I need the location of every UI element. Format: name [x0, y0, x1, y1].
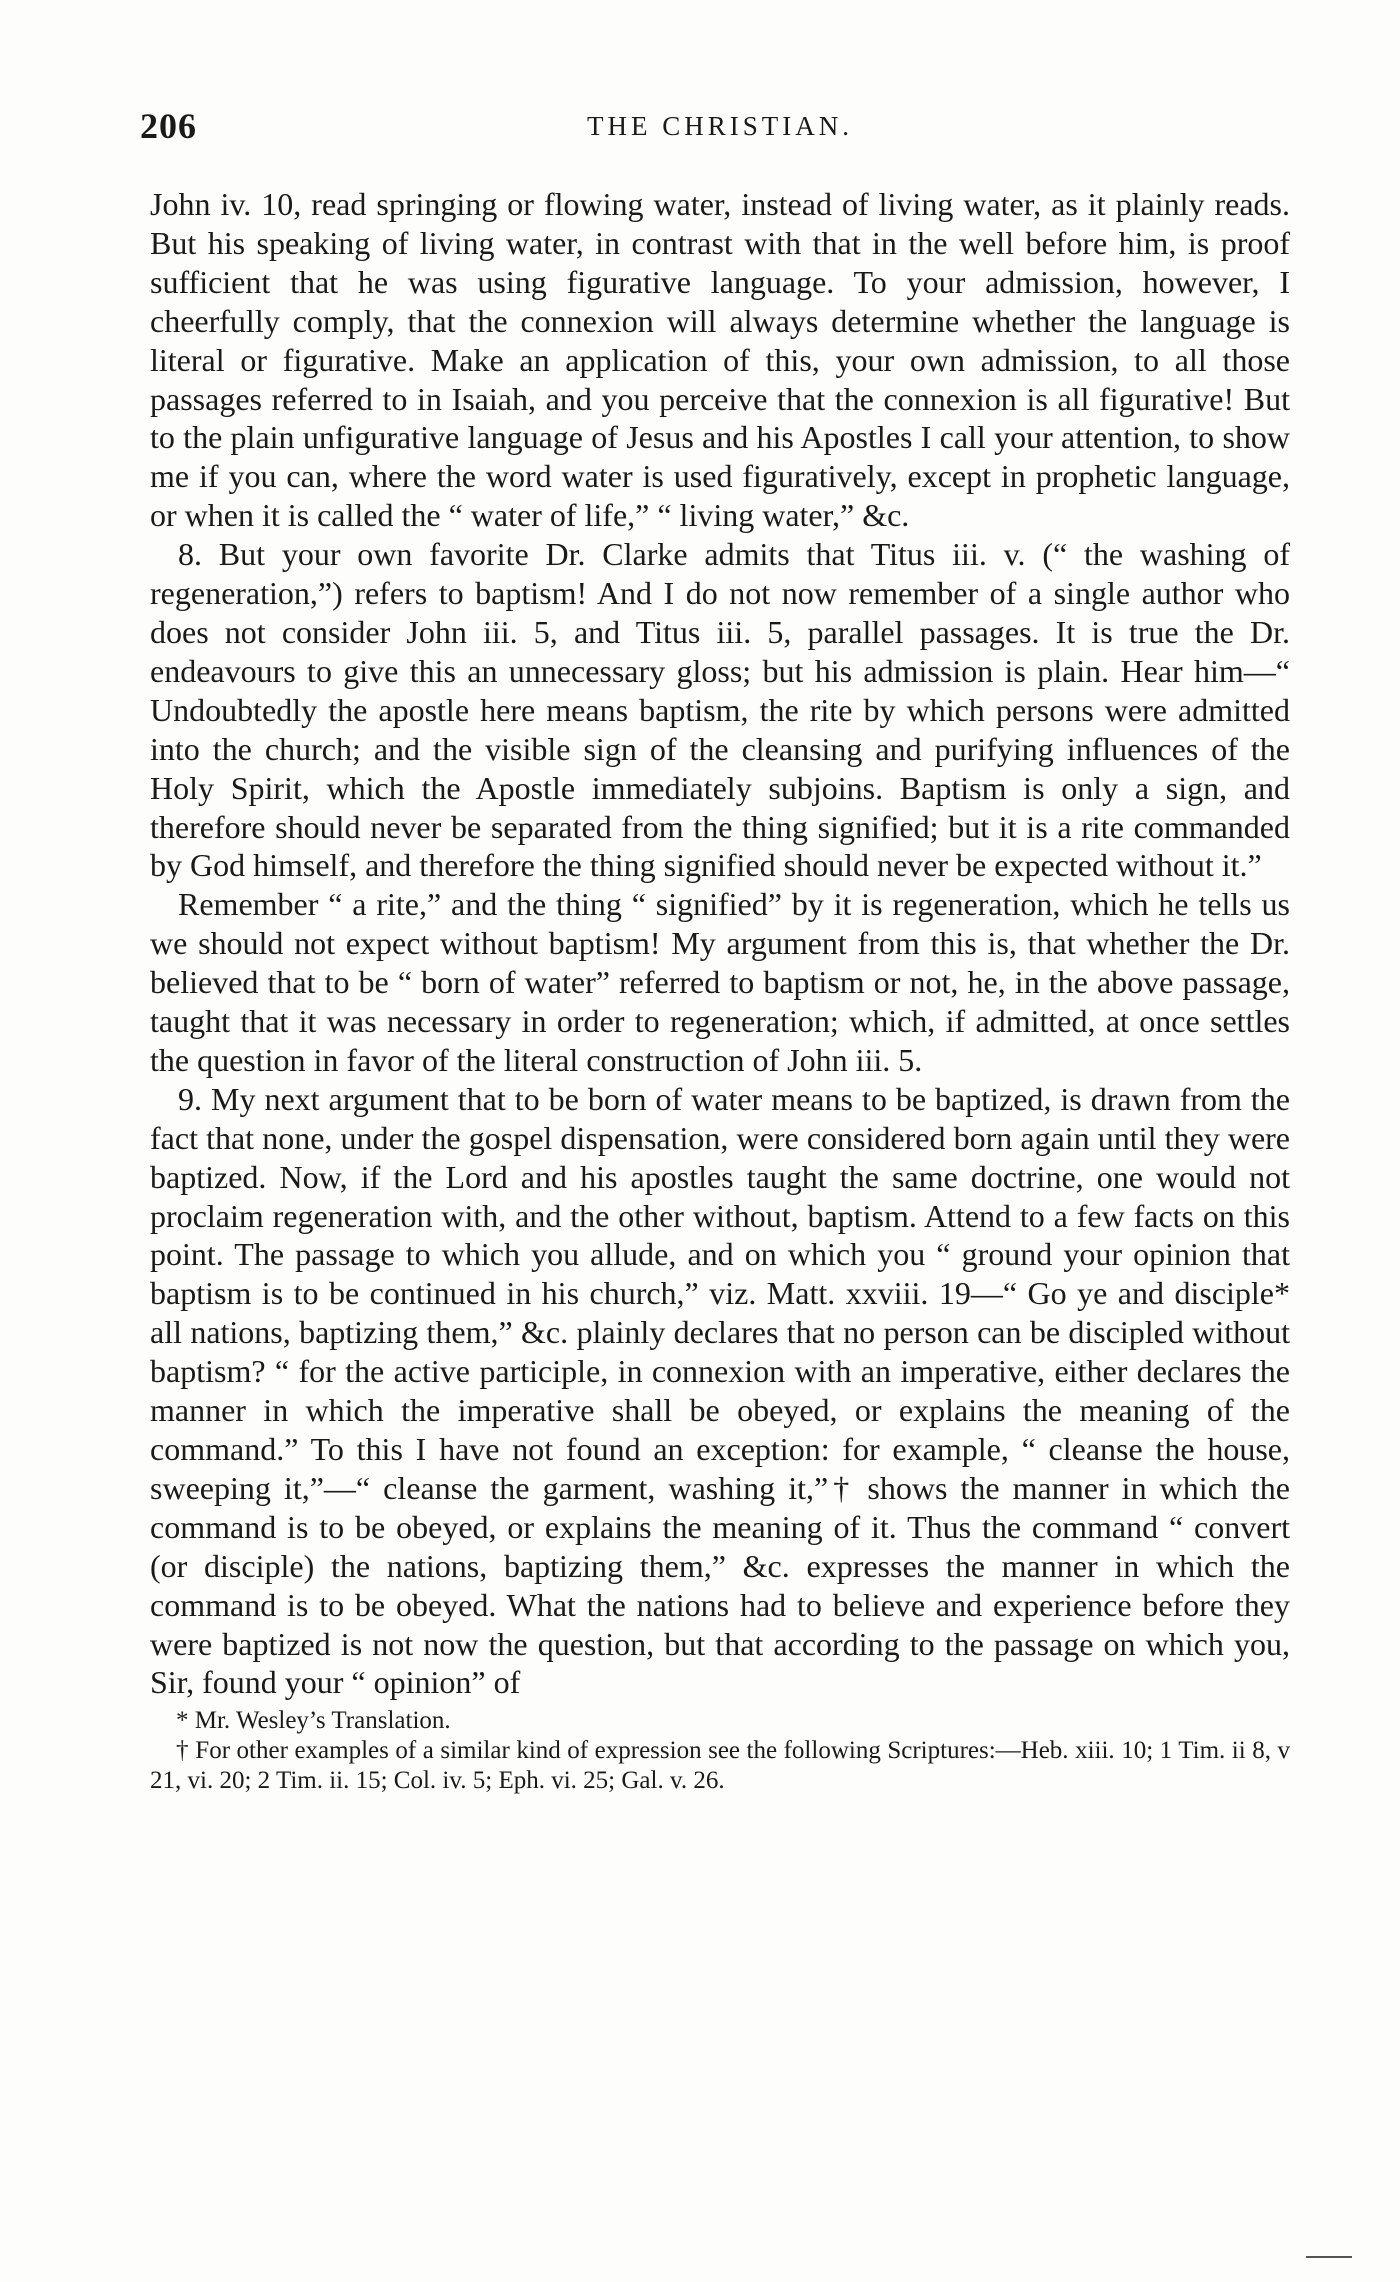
footnote-1: * Mr. Wesley’s Translation. — [176, 1707, 451, 1735]
footnote-2: † For other examples of a similar kind of expression see the following Scriptures:—Heb. xiii. 10; 1 Tim. ii 8, v 21, vi. 20; 2 Tim. ii. 15; Col. iv. 5; Eph. vi. 25; Gal. v. 26. — [150, 1737, 1290, 1795]
page-header — [140, 105, 1290, 165]
scan-edge-mark — [1306, 2256, 1352, 2258]
running-title: THE CHRISTIAN. — [587, 111, 853, 141]
footnotes — [150, 1706, 1290, 1796]
page-number: 206 — [140, 106, 197, 146]
paragraph-2: 8. But your own favorite Dr. Clarke admits that Titus iii. v. (“ the washing of regeneration,”) refers to baptism! And I do not now remember of a single author who does not consider John iii. 5, and Titus iii. 5, parallel passages. It is true the Dr. endeavours to give this an unnecessary gloss; but his admission is plain. Hear him—“ Undoubtedly the apostle here means baptism, the rite by which persons were admitted into the church; and the visible sign of the cleansing and purifying influences of the Holy Spirit, which the Apostle immediately subjoins. Baptism is only a sign, and therefore should never be separated from the thing signified; but it is a rite commanded by God himself, and therefore the thing signified should never be expected without it.” — [150, 536, 1290, 884]
paragraph-3: Remember “ a rite,” and the thing “ signified” by it is regeneration, which he tells us we should not expect without baptism! My argument from this is, that whether the Dr. believed that to be “ born of water” referred to baptism or not, he, in the above passage, taught that it was necessary in order to regeneration; which, if admitted, at once settles the question in favor of the literal construction of John iii. 5. — [150, 886, 1290, 1078]
paragraph-4: 9. My next argument that to be born of water means to be baptized, is drawn from the fact that none, under the gospel dispensation, were considered born again until they were baptized. Now, if the Lord and his apostles taught the same doctrine, one would not proclaim regeneration with, and the other without, baptism. Attend to a few facts on this point. The passage to which you allude, and on which you “ ground your opinion that baptism is to be continued in his church,” viz. Matt. xxviii. 19—“ Go ye and disciple* all nations, baptizing them,” &c. plainly declares that no person can be discipled without baptism? “ for the active participle, in connexion with an imperative, either declares the manner in which the imperative shall be obeyed, or explains the meaning of the command.” To this I have not found an exception: for example, “ cleanse the house, sweeping it,”—“ cleanse the garment, washing it,”† shows the manner in which the command is to be obeyed, or explains the meaning of it. Thus the command “ convert (or disciple) the nations, baptizing them,” &c. expresses the manner in which the command is to be obeyed. What the nations had to believe and experience before they were baptized is not now the question, but that according to the passage on which you, Sir, found your “ opinion” of — [150, 1080, 1290, 1701]
book-page — [140, 105, 1290, 1796]
paragraph-1: John iv. 10, read springing or flowing water, instead of living water, as it plainly reads. But his speaking of living water, in contrast with that in the well before him, is proof sufficient that he was using figurative language. To your admission, however, I cheerfully comply, that the connexion will always determine whether the language is literal or figurative. Make an application of this, your own admission, to all those passages referred to in Isaiah, and you perceive that the connexion is all figurative! But to the plain unfigurative language of Jesus and his Apostles I call your attention, to show me if you can, where the word water is used figuratively, except in prophetic language, or when it is called the “ water of life,” “ living water,” &c. — [150, 186, 1290, 534]
body-text — [150, 185, 1290, 1702]
